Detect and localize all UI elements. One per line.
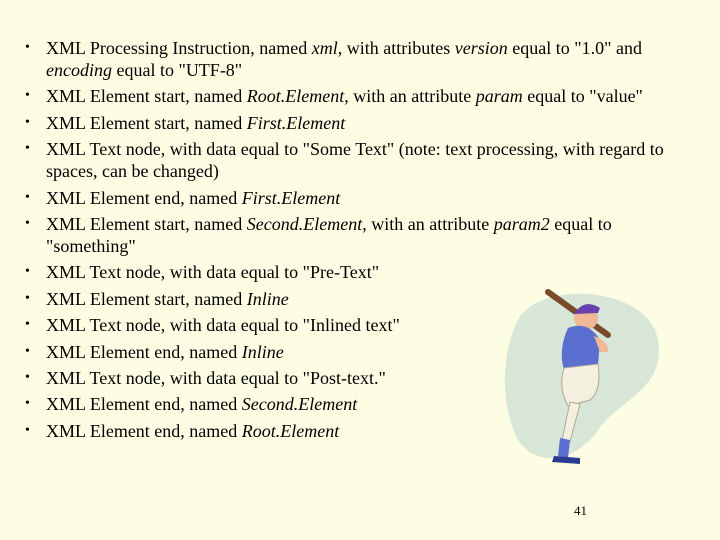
- sock: [558, 438, 570, 458]
- bullet-italic-text: Inline: [246, 288, 289, 309]
- bullet-italic-text: Inline: [241, 341, 284, 362]
- bullet-dot: •: [25, 396, 30, 412]
- bullet-italic-text: Root.Element: [241, 420, 340, 441]
- bullet-item: [20, 85, 690, 107]
- bullet-italic-text: xml: [311, 38, 338, 58]
- bullet-text: equal to "1.0" and: [507, 38, 642, 58]
- bullet-dot: •: [25, 141, 30, 157]
- bullet-dot: •: [25, 189, 30, 205]
- bullet-italic-text: First.Element: [246, 112, 346, 133]
- bullet-text: XML Element end, named: [46, 394, 242, 415]
- bullet-text: equal to "something": [46, 213, 612, 256]
- bullet-italic-text: First.Element: [241, 187, 341, 208]
- bullet-dot: •: [25, 317, 30, 333]
- bullet-text: XML Text node, with data equal to "Inlined text": [46, 315, 400, 336]
- bullet-text: , with an attribute: [344, 86, 476, 107]
- bullet-item: [20, 112, 690, 134]
- bullet-text: equal to "UTF-8": [111, 60, 243, 80]
- bullet-item: [20, 187, 690, 209]
- bullet-text: XML Text node, with data equal to "Some Text" (note: text processing, with regard to spaces, can be changed): [46, 139, 664, 182]
- bullet-text: XML Element start, named: [46, 213, 247, 234]
- bullet-item: [20, 213, 690, 257]
- bullet-italic-text: encoding: [46, 60, 112, 80]
- bullet-text: XML Processing Instruction, named: [46, 38, 312, 58]
- bullet-text: , with an attribute: [362, 213, 494, 234]
- bullet-text: XML Text node, with data equal to "Post-text.": [46, 367, 386, 388]
- page-number: 41: [574, 503, 587, 518]
- bullet-text: , with attributes: [337, 38, 455, 58]
- bullet-italic-text: Second.Element: [241, 394, 358, 415]
- bullet-dot: •: [25, 215, 30, 231]
- bullet-text: equal to "value": [522, 86, 643, 107]
- bullet-italic-text: param2: [493, 213, 550, 234]
- bullet-dot: •: [25, 369, 30, 385]
- bullet-dot: •: [25, 114, 30, 130]
- bullet-dot: •: [25, 290, 30, 306]
- shoe: [552, 456, 580, 464]
- bullet-italic-text: param: [475, 86, 523, 107]
- bullet-dot: •: [25, 264, 30, 280]
- bullet-text: XML Text node, with data equal to "Pre-Text": [46, 262, 380, 283]
- bullet-italic-text: version: [454, 38, 508, 58]
- bullet-dot: •: [25, 343, 30, 359]
- bullet-italic-text: Second.Element: [246, 213, 363, 234]
- bullet-text: XML Element end, named: [46, 341, 242, 362]
- bullet-dot: •: [25, 40, 30, 55]
- bullet-italic-text: Root.Element: [246, 86, 345, 107]
- bullet-item: [20, 138, 690, 182]
- bullet-text: XML Element start, named: [46, 86, 247, 107]
- bullet-text: XML Element end, named: [46, 187, 242, 208]
- bullet-text: XML Element start, named: [46, 288, 247, 309]
- bullet-text: XML Element start, named: [46, 112, 247, 133]
- bullet-dot: •: [25, 88, 30, 104]
- bullet-dot: •: [25, 422, 30, 438]
- bullet-item: [20, 37, 690, 81]
- baseball-batter-icon: [498, 280, 664, 470]
- bullet-text: XML Element end, named: [46, 420, 242, 441]
